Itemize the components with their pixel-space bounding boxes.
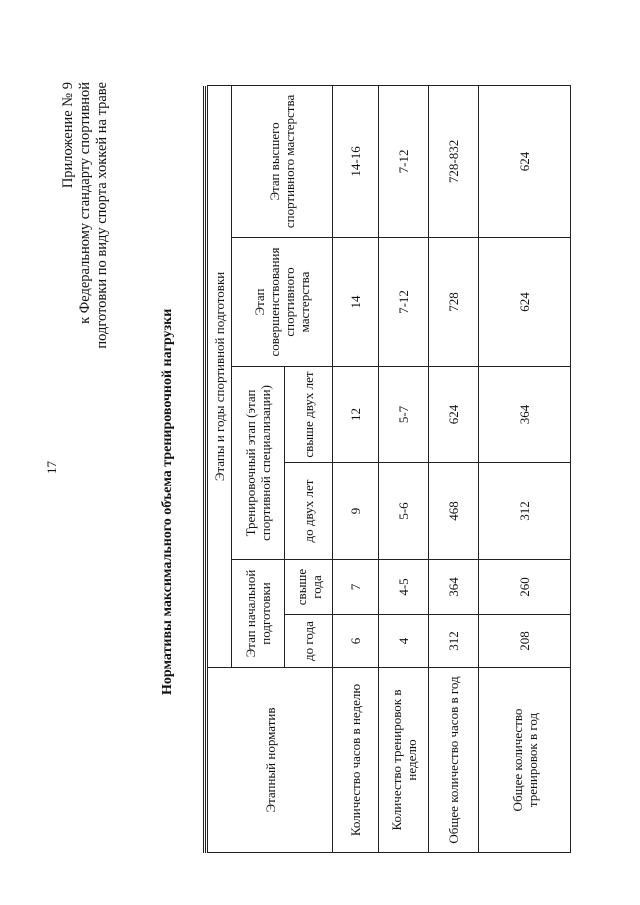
table-cell: 5-7: [379, 367, 429, 463]
table-cell: 312: [479, 463, 571, 560]
header-stages: Этапы и годы спортивной подготовки: [208, 85, 232, 667]
table-cell: 728: [429, 238, 479, 367]
table-cell: 6: [333, 615, 379, 668]
header-initial-upto-year: до года: [285, 615, 333, 668]
table-cell: 624: [429, 367, 479, 463]
table-cell: 14: [333, 238, 379, 367]
appendix-line-1: Приложение № 9: [60, 82, 76, 189]
table-cell: 208: [479, 615, 571, 668]
row-label: Количество часов в неделю: [333, 668, 379, 853]
appendix-header: [60, 82, 111, 349]
appendix-line-2: к Федеральному стандарту спортивной: [77, 82, 93, 324]
row-label: Общее количество часов в год: [429, 668, 479, 853]
table-cell: 728-832: [429, 85, 479, 237]
header-training-upto-two: до двух лет: [285, 463, 333, 560]
table-cell: 12: [333, 367, 379, 463]
row-label: Общее количество тренировок в год: [479, 668, 571, 853]
table-cell: 468: [429, 463, 479, 560]
table-cell: 260: [479, 560, 571, 615]
table-cell: 7: [333, 560, 379, 615]
header-training-over-two: свыше двух лет: [285, 367, 333, 463]
table-cell: 5-6: [379, 463, 429, 560]
table-row: [429, 85, 479, 852]
table-top-strip: [203, 86, 206, 853]
page-number: 17: [44, 461, 59, 474]
table-cell: 4-5: [379, 560, 429, 615]
header-improvement-stage: Этап совершенствования спортивного мастерства: [232, 238, 333, 367]
table-row: [379, 85, 429, 852]
table-cell: 9: [333, 463, 379, 560]
table-row: [479, 85, 571, 852]
table-row: [333, 85, 379, 852]
table-cell: 312: [429, 615, 479, 668]
table-cell: 364: [479, 367, 571, 463]
table-cell: 364: [429, 560, 479, 615]
norms-table: [207, 85, 571, 853]
row-label: Количество тренировок в неделю: [379, 668, 429, 853]
document-title: Нормативы максимального объема тренировочной нагрузки: [160, 308, 175, 695]
table-cell: 14-16: [333, 85, 379, 237]
header-initial-over-year: свыше года: [285, 560, 333, 615]
header-initial-stage: Этап начальной подготовки: [232, 560, 285, 668]
appendix-line-3: подготовки по виду спорта хоккей на траве: [94, 82, 110, 349]
table-cell: 7-12: [379, 238, 429, 367]
table-cell: 7-12: [379, 85, 429, 237]
table-cell: 624: [479, 238, 571, 367]
table-cell: 624: [479, 85, 571, 237]
header-training-stage: Тренировочный этап (этап спортивной специализации): [232, 367, 285, 560]
header-higher-stage: Этап высшего спортивного мастерства: [232, 85, 333, 237]
table-cell: 4: [379, 615, 429, 668]
header-norm: Этапный норматив: [208, 668, 333, 853]
